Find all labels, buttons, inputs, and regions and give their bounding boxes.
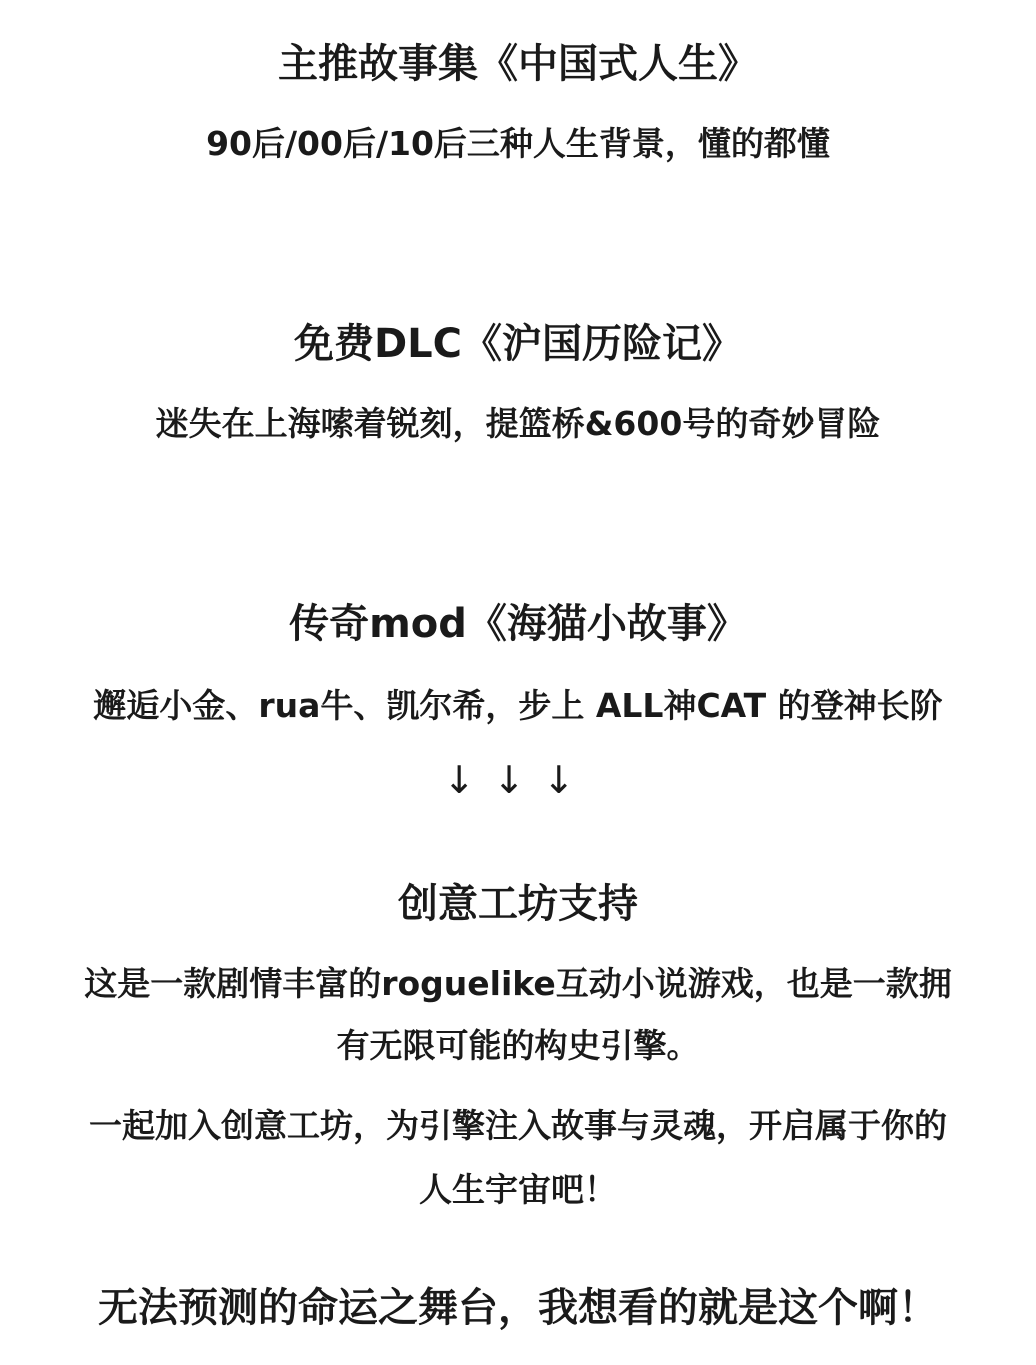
- workshop-paragraph-1-line-2: 有无限可能的构史引擎。: [336, 1026, 700, 1065]
- section-2-title: 免费DLC《沪国历险记》: [293, 321, 743, 367]
- closing-line: 无法预测的命运之舞台，我想看的就是这个啊！: [98, 1285, 938, 1331]
- section-3-title: 传奇mod《海猫小故事》: [289, 601, 747, 647]
- section-2-subtitle: 迷失在上海嗦着锐刻，提篮桥&600号的奇妙冒险: [155, 404, 881, 443]
- down-arrows-icon: ↓↓↓: [443, 758, 593, 802]
- workshop-paragraph-2-line-2: 人生宇宙吧！: [419, 1170, 617, 1209]
- section-1-title: 主推故事集《中国式人生》: [278, 41, 758, 87]
- workshop-paragraph-1-line-1: 这是一款剧情丰富的roguelike互动小说游戏，也是一款拥: [84, 964, 952, 1003]
- section-1-subtitle: 90后/00后/10后三种人生背景，懂的都懂: [206, 124, 830, 163]
- workshop-title: 创意工坊支持: [398, 881, 638, 927]
- workshop-paragraph-2-line-1: 一起加入创意工坊，为引擎注入故事与灵魂，开启属于你的: [89, 1106, 947, 1145]
- section-3-subtitle: 邂逅小金、rua牛、凯尔希，步上 ALL神CAT 的登神长阶: [93, 686, 943, 725]
